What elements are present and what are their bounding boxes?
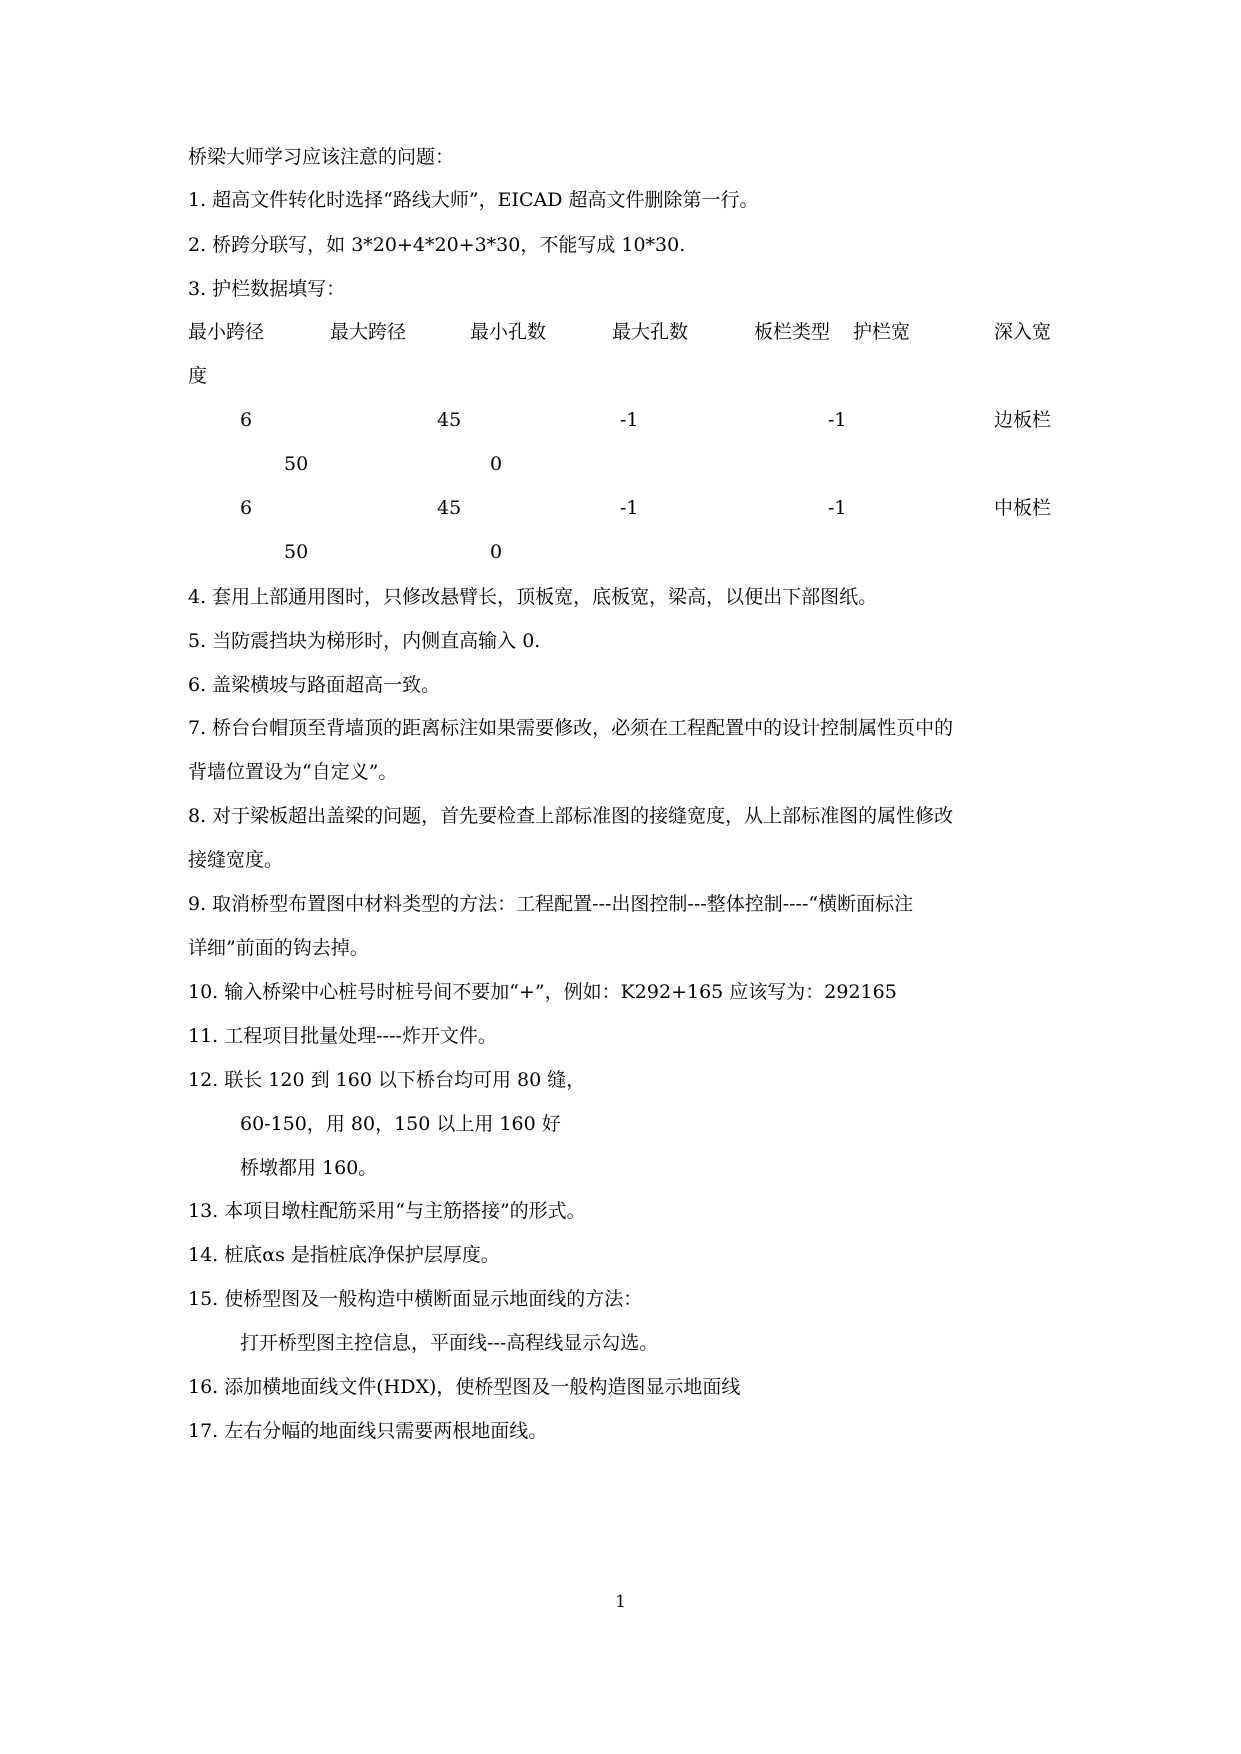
note-item-13: 13. 本项目墩柱配筋采用“与主筋搭接”的形式。	[188, 1200, 586, 1222]
table-cell-rail-width: 50	[284, 541, 309, 563]
note-item-16: 16. 添加横地面线文件(HDX)，使桥型图及一般构造图显示地面线	[188, 1376, 741, 1398]
table-cell-rail-type: 中板栏	[994, 497, 1052, 519]
note-item-14: 14. 桩底αs 是指桩底净保护层厚度。	[188, 1244, 500, 1266]
note-item-15-sub: 打开桥型图主控信息，平面线---高程线显示勾选。	[240, 1332, 659, 1354]
note-item-7: 7. 桥台台帽顶至背墙顶的距离标注如果需要修改，必须在工程配置中的设计控制属性页中的	[188, 717, 954, 739]
table-cell-min-span: 6	[240, 409, 253, 431]
table-header-depth: 深入宽	[994, 321, 1052, 343]
note-item-10: 10. 输入桥梁中心桩号时桩号间不要加“+”，例如：K292+165 应该写为：292165	[188, 981, 897, 1003]
note-item-12-sub-2: 桥墩都用 160。	[240, 1157, 378, 1179]
note-item-9: 9. 取消桥型布置图中材料类型的方法：工程配置---出图控制---整体控制----“横断面标注	[188, 893, 914, 915]
page-title: 桥梁大师学习应该注意的问题：	[188, 146, 455, 168]
table-header-rail-width: 护栏宽	[853, 321, 911, 343]
table-cell-rail-width: 50	[284, 453, 309, 475]
table-cell-max-holes: -1	[828, 409, 847, 431]
table-cell-min-span: 6	[240, 497, 253, 519]
table-header-min-span: 最小跨径	[188, 321, 265, 343]
note-item-1: 1. 超高文件转化时选择“路线大师”，EICAD 超高文件删除第一行。	[188, 189, 759, 211]
note-item-12: 12. 联长 120 到 160 以下桥台均可用 80 缝，	[188, 1069, 586, 1091]
note-item-17: 17. 左右分幅的地面线只需要两根地面线。	[188, 1420, 548, 1442]
note-item-12-sub-1: 60-150，用 80，150 以上用 160 好	[240, 1113, 561, 1135]
note-item-8: 8. 对于梁板超出盖梁的问题，首先要检查上部标准图的接缝宽度，从上部标准图的属性修改	[188, 805, 954, 827]
table-cell-max-holes: -1	[828, 497, 847, 519]
note-item-2: 2. 桥跨分联写，如 3*20+4*20+3*30，不能写成 10*30.	[188, 234, 686, 256]
table-cell-rail-type: 边板栏	[994, 409, 1052, 431]
table-cell-depth: 0	[490, 453, 503, 475]
note-item-15: 15. 使桥型图及一般构造中横断面显示地面线的方法：	[188, 1288, 643, 1310]
table-header-rail-type: 板栏类型	[754, 321, 831, 343]
table-cell-depth: 0	[490, 541, 503, 563]
note-item-9-cont: 详细”前面的钩去掉。	[188, 937, 369, 959]
page-number: 1	[615, 1592, 626, 1612]
note-item-11: 11. 工程项目批量处理----炸开文件。	[188, 1025, 497, 1047]
table-header-min-holes: 最小孔数	[470, 321, 547, 343]
table-cell-max-span: 45	[437, 409, 462, 431]
table-cell-max-span: 45	[437, 497, 462, 519]
note-item-8-cont: 接缝宽度。	[188, 849, 284, 871]
note-item-3: 3. 护栏数据填写：	[188, 278, 346, 300]
table-cell-min-holes: -1	[620, 409, 639, 431]
table-cell-min-holes: -1	[620, 497, 639, 519]
table-header-max-span: 最大跨径	[330, 321, 407, 343]
note-item-6: 6. 盖梁横坡与路面超高一致。	[188, 674, 441, 696]
note-item-5: 5. 当防震挡块为梯形时，内侧直高输入 0.	[188, 630, 541, 652]
table-header-max-holes: 最大孔数	[612, 321, 689, 343]
note-item-7-cont: 背墙位置设为“自定义”。	[188, 761, 398, 783]
note-item-4: 4. 套用上部通用图时，只修改悬臂长，顶板宽，底板宽，梁高，以便出下部图纸。	[188, 586, 878, 608]
table-header-wrap: 度	[188, 365, 208, 387]
